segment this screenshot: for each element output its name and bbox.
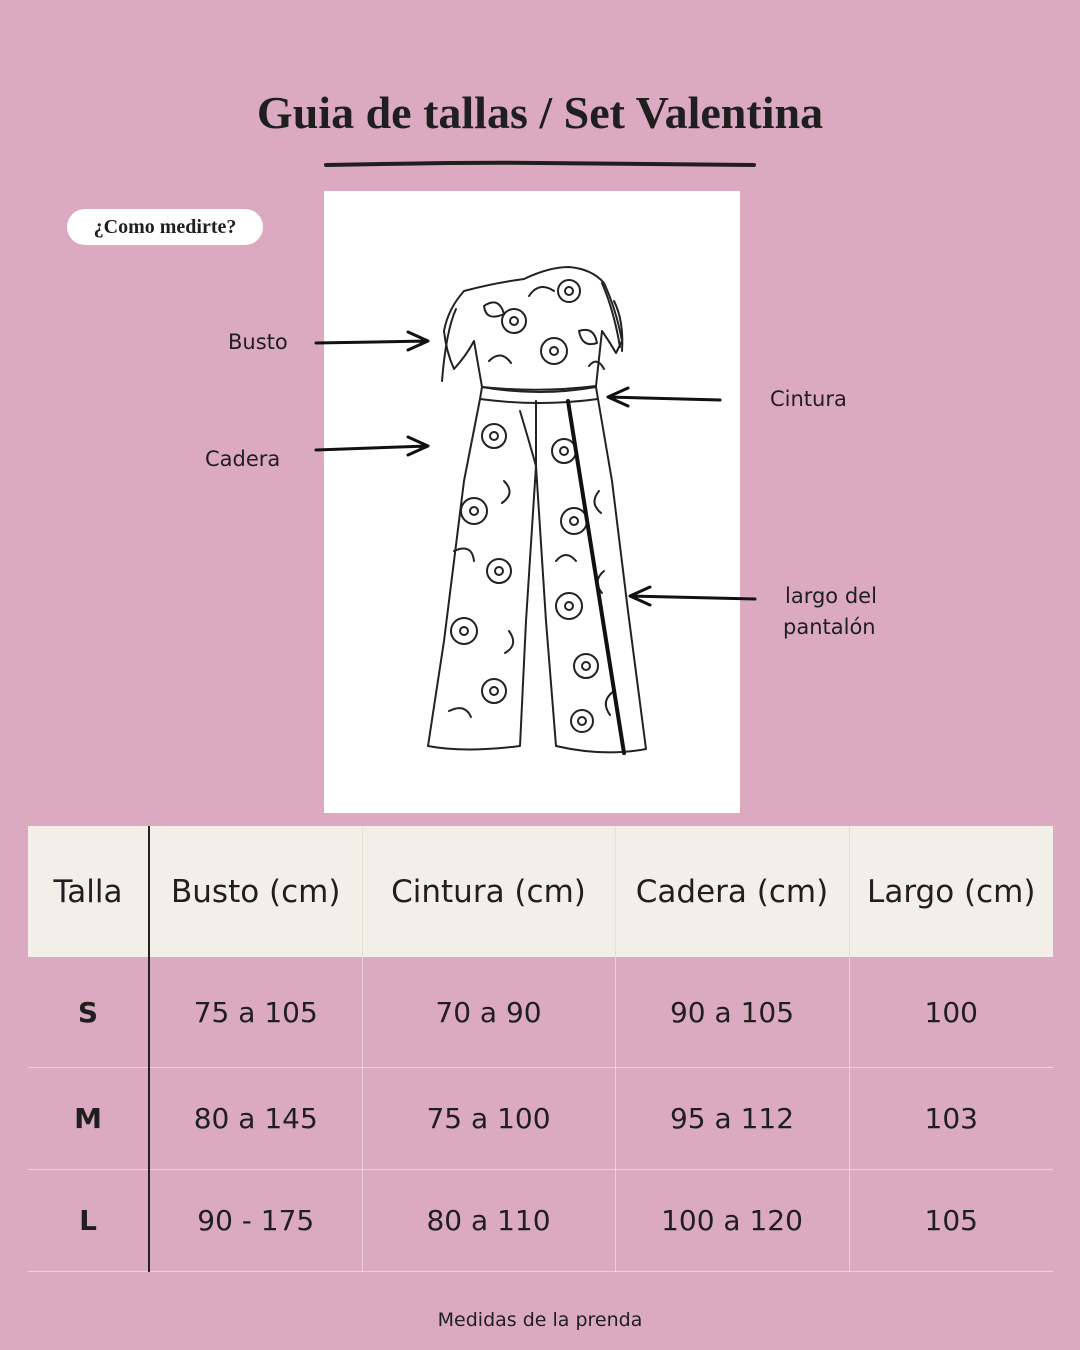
cell-size: S: [28, 957, 149, 1068]
cell-waist: 80 a 110: [362, 1170, 615, 1272]
cell-length: 103: [849, 1068, 1053, 1170]
cell-bust: 90 - 175: [149, 1170, 362, 1272]
table-row: [28, 957, 1053, 1068]
cell-bust: 80 a 145: [149, 1068, 362, 1170]
header-size: Talla: [28, 826, 149, 957]
length-label-line1: largo del: [785, 584, 877, 608]
table-header-row: [28, 826, 1053, 957]
page-title: Guia de tallas / Set Valentina: [256, 87, 824, 138]
length-label-line2: pantalón: [783, 615, 876, 639]
how-to-measure-badge: ¿Como medirte?: [67, 209, 263, 245]
cell-length: 100: [849, 957, 1053, 1068]
cell-size: M: [28, 1068, 149, 1170]
garment-illustration: [324, 191, 740, 813]
header-waist: Cintura (cm): [362, 826, 615, 957]
header-length: Largo (cm): [849, 826, 1053, 957]
cell-hip: 100 a 120: [615, 1170, 849, 1272]
cell-length: 105: [849, 1170, 1053, 1272]
header-hip: Cadera (cm): [615, 826, 849, 957]
header-bust: Busto (cm): [149, 826, 362, 957]
waist-label: Cintura: [770, 387, 847, 411]
table-row: [28, 1170, 1053, 1272]
jumpsuit-drawing-icon: [324, 191, 740, 813]
cell-bust: 75 a 105: [149, 957, 362, 1068]
cell-hip: 90 a 105: [615, 957, 849, 1068]
bust-label: Busto: [228, 330, 288, 354]
cell-size: L: [28, 1170, 149, 1272]
footer-note: Medidas de la prenda: [437, 1309, 643, 1331]
cell-waist: 75 a 100: [362, 1068, 615, 1170]
cell-waist: 70 a 90: [362, 957, 615, 1068]
cell-hip: 95 a 112: [615, 1068, 849, 1170]
hip-label: Cadera: [205, 447, 281, 471]
size-table: [28, 826, 1053, 1272]
title-underline: [324, 160, 756, 168]
table-row: [28, 1068, 1053, 1170]
